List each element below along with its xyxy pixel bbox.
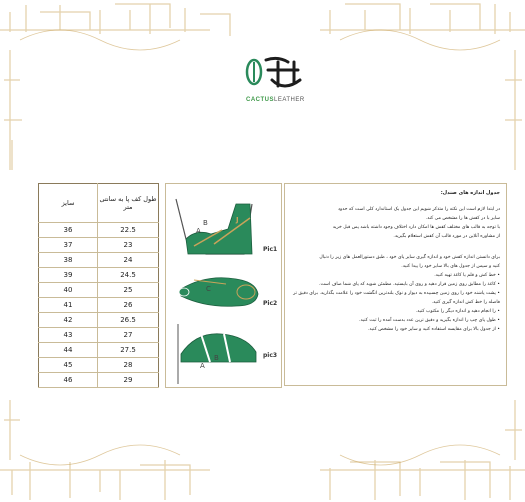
table-row [39, 268, 159, 283]
table-row [39, 283, 159, 298]
length-cell: 27.5 [98, 343, 159, 358]
size-cell: 45 [39, 358, 98, 373]
brand-subtitle: CACTUSLEATHER [246, 97, 305, 103]
guide-paragraph: سایز با در کفش ها را مشخص می کند. [425, 216, 500, 221]
length-cell: 25 [98, 283, 159, 298]
guide-paragraph: در ابتدا لازم است این نکته را متذکر شویم این جدول یک استاندارد کلی است که حدود [337, 207, 500, 212]
guide-step: • از جدول بالا برای مقایسه استفاده کنید و سایز خود را مشخص کنید. [367, 327, 500, 332]
table-row [39, 223, 159, 238]
size-chart-table [38, 183, 159, 388]
header-size: سایز [39, 184, 98, 223]
size-cell: 36 [39, 223, 98, 238]
guide-paragraph: از مشاوره آنلاین در مورد قالب آن کفش استعلام بگیرید. [393, 234, 500, 239]
length-cell: 24.5 [98, 268, 159, 283]
pic1-label: Pic1 [263, 246, 278, 253]
length-cell: 29 [98, 373, 159, 388]
measure-letter: B [203, 219, 208, 227]
pic2-label: Pic2 [263, 300, 278, 307]
length-cell: 23 [98, 238, 159, 253]
length-cell: 28 [98, 358, 159, 373]
measure-letter: J [236, 216, 239, 224]
size-cell: 41 [39, 298, 98, 313]
pic3-label: pic3 [263, 352, 278, 359]
guide-paragraph: با توجه به قالب های مختلف کفش ها امکان دارد اختلاف وجود داشته باشد پس قبل خرید [332, 225, 500, 230]
size-cell: 46 [39, 373, 98, 388]
length-cell: 27 [98, 328, 159, 343]
table-row [39, 298, 159, 313]
size-cell: 37 [39, 238, 98, 253]
header-foot-length: طول کف پا به سانتی متر [98, 184, 159, 223]
pic2-sandal-top-icon [179, 278, 258, 307]
size-cell: 44 [39, 343, 98, 358]
table-row [39, 358, 159, 373]
measure-letter: C [206, 285, 211, 293]
length-cell: 26.5 [98, 313, 159, 328]
table-row [39, 313, 159, 328]
length-cell: 22.5 [98, 223, 159, 238]
guide-paragraph: برای دانستن اندازه کفش خود و اندازه گیری سایز پای خود ، طبق دستورالعمل های زیر را دنبال [319, 255, 500, 260]
length-cell: 24 [98, 253, 159, 268]
pic1-sandal-side-icon [176, 199, 252, 254]
size-cell: 42 [39, 313, 98, 328]
sandal-measurement-illustrations [165, 183, 282, 388]
size-cell: 38 [39, 253, 98, 268]
table-row [39, 343, 159, 358]
measure-letter: A [196, 227, 201, 235]
size-cell: 40 [39, 283, 98, 298]
guide-step: • کاغذ را مطابق روی زمین قرار دهید و روی آن بایستید. مطمئن شوید که پای شما صاف است. [319, 282, 500, 287]
guide-step: • پشت پاشنه خود را روی زمین چسبیده به دیوار و نوک بلندترین انگشت خود را علامت بگذارید. برای دقیق تر [293, 291, 500, 296]
table-row [39, 328, 159, 343]
guide-title: جدول اندازه های صندل: [440, 190, 500, 196]
guide-step: • طول پای چپ را اندازه بگیرید و دقیق ترین عدد بدست آمده را ثبت کنید. [359, 318, 500, 323]
table-row [39, 373, 159, 388]
guide-step: • را انجام دهید و اندازه دیگر را مکتوب کنید. [415, 309, 500, 314]
guide-paragraph: کنید و سپس از جدول های بالا سایز خود را پیدا کنید. [401, 264, 500, 269]
guide-step: فاصله را خط کش اندازه گیری کنید. [431, 300, 500, 305]
table-row [39, 253, 159, 268]
size-cell: 39 [39, 268, 98, 283]
measure-letter: B [214, 354, 219, 362]
length-cell: 26 [98, 298, 159, 313]
table-row [39, 238, 159, 253]
measure-letter: A [200, 362, 205, 370]
size-guide-text [284, 183, 507, 386]
size-cell: 43 [39, 328, 98, 343]
guide-step: • خط کش و قلم یا کاغذ تهیه کنید. [434, 273, 500, 278]
